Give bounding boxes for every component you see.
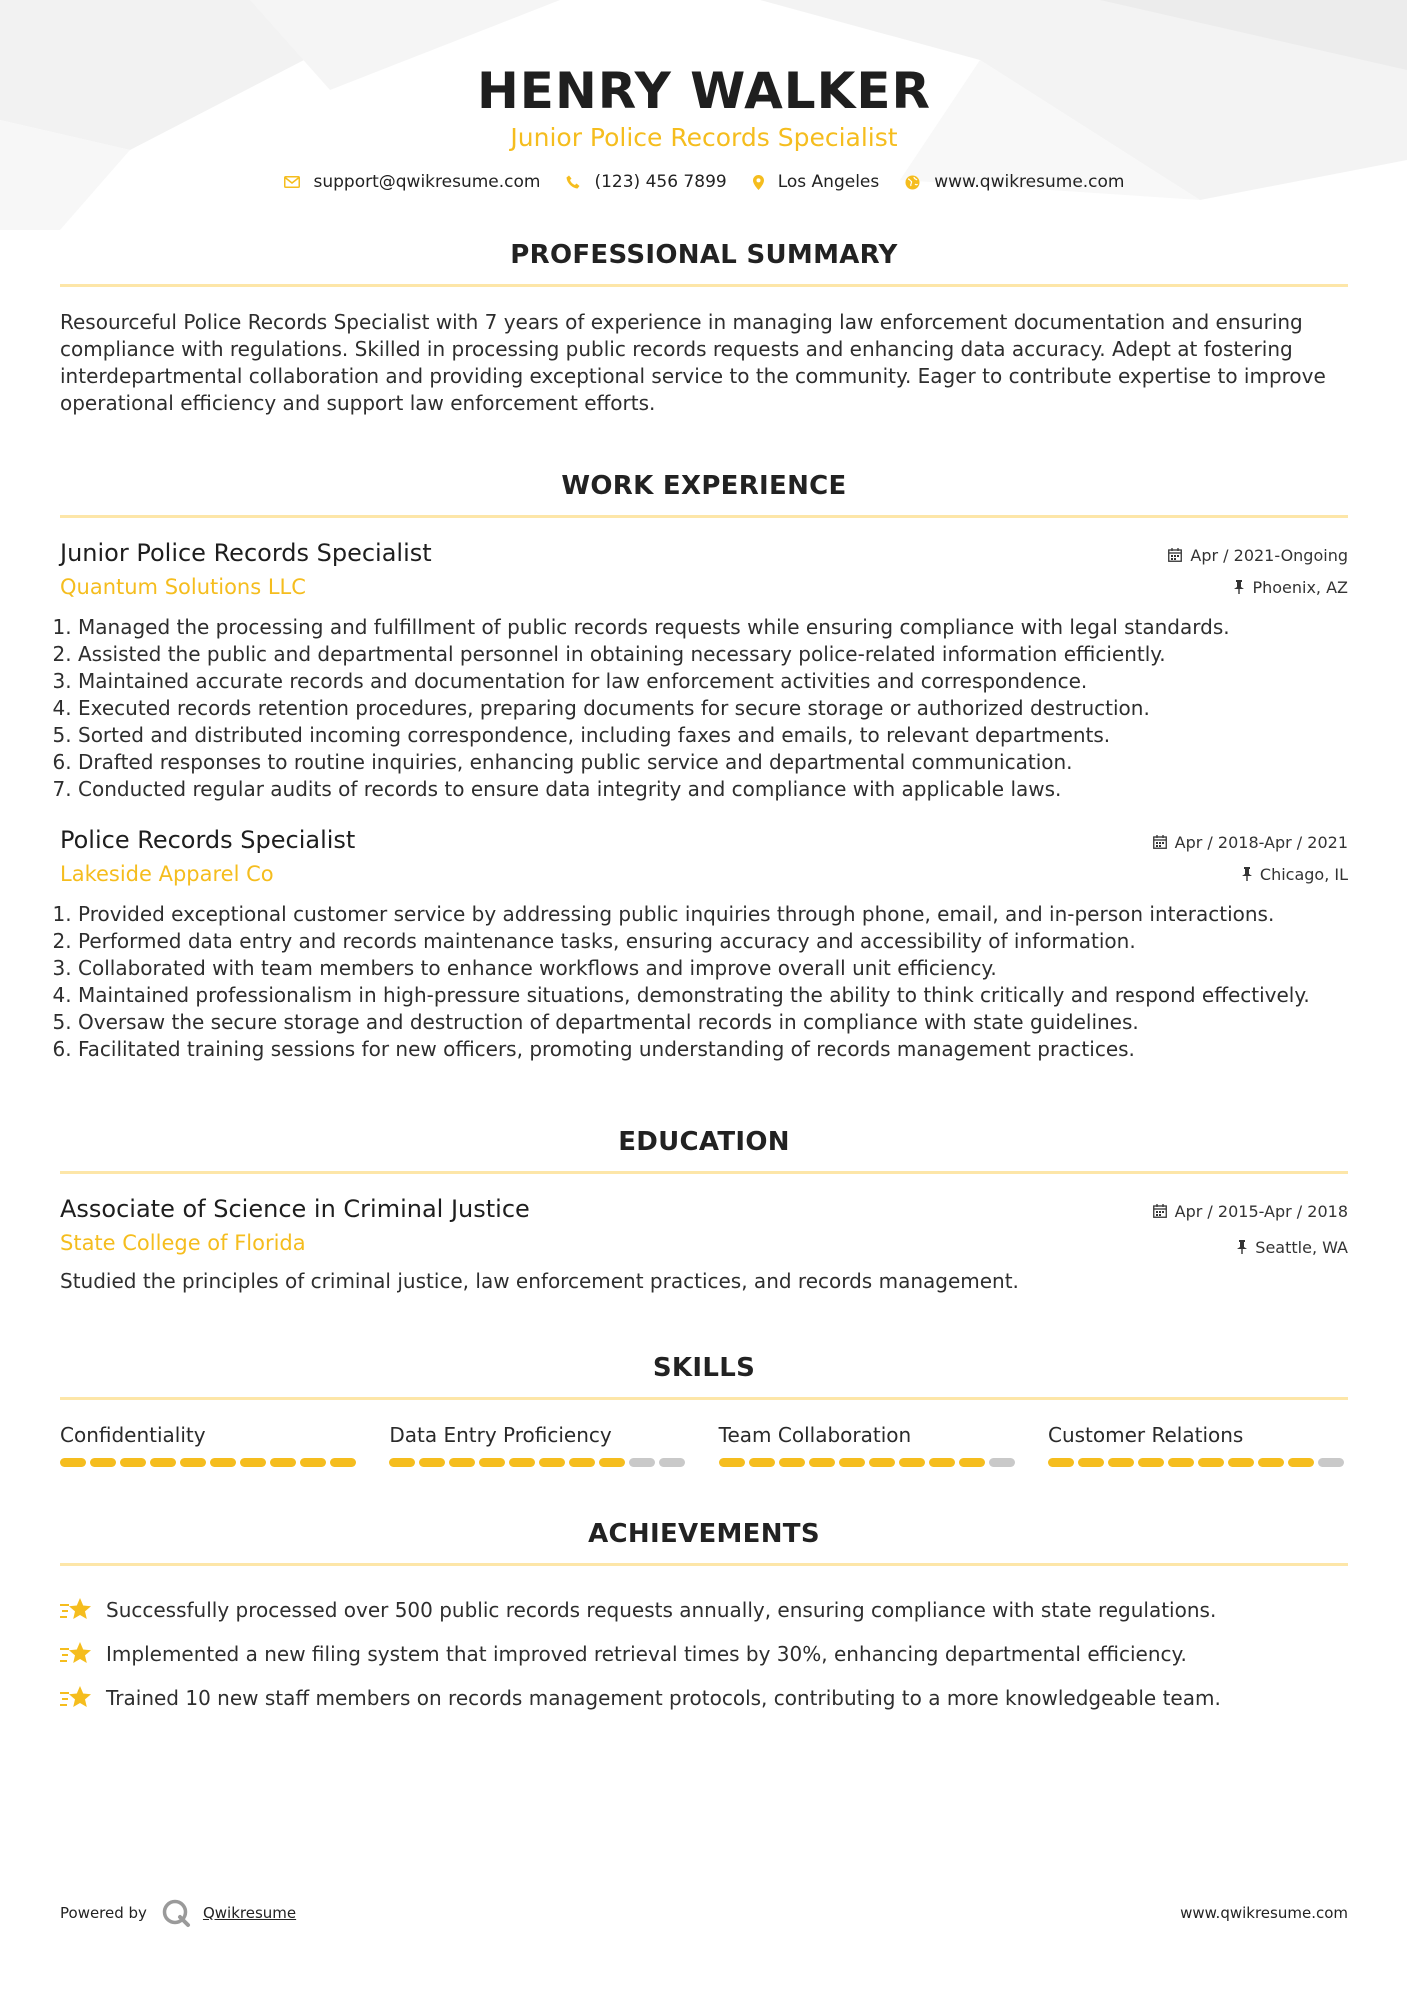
section-divider	[60, 1171, 1348, 1174]
skill-segment-filled	[599, 1458, 625, 1467]
skill-name: Confidentiality	[60, 1423, 206, 1447]
skill-level-bar	[60, 1458, 360, 1467]
skill-segment-filled	[899, 1458, 925, 1467]
skill-segment-filled	[959, 1458, 985, 1467]
skill-segment-filled	[1048, 1458, 1074, 1467]
pushpin-icon	[1242, 867, 1252, 881]
summary-heading: PROFESSIONAL SUMMARY	[510, 240, 898, 270]
qwikresume-logo-icon	[161, 1898, 191, 1928]
education-dates	[1153, 1200, 1348, 1222]
location-text: Los Angeles	[777, 172, 880, 192]
skill-segment-filled	[479, 1458, 505, 1467]
skills-list	[60, 1422, 1348, 1467]
education-section	[60, 1127, 1348, 1295]
skill-item	[389, 1422, 689, 1467]
job-entry	[60, 538, 1348, 803]
achievements-heading: ACHIEVEMENTS	[588, 1519, 820, 1549]
job-dates	[1153, 831, 1348, 853]
skill-segment-filled	[1228, 1458, 1254, 1467]
skill-segment-filled	[1078, 1458, 1104, 1467]
section-divider	[60, 284, 1348, 287]
list-item: 1. Managed the processing and fulfillment of public records requests while ensuring compliance with legal standards.	[78, 614, 1348, 641]
skill-name: Team Collaboration	[718, 1423, 912, 1447]
list-item: 7. Conducted regular audits of records to ensure data integrity and compliance with applicable laws.	[78, 776, 1348, 803]
job-dates	[1168, 544, 1348, 566]
section-divider	[60, 1563, 1348, 1566]
contact-website[interactable]	[905, 172, 1124, 192]
achievement-item	[60, 1632, 1348, 1676]
skill-name: Data Entry Proficiency	[389, 1423, 612, 1447]
list-item: 6. Facilitated training sessions for new officers, promoting understanding of records management practices.	[78, 1036, 1348, 1063]
skills-section	[60, 1353, 1348, 1467]
job-entry	[60, 825, 1348, 1063]
footer-website-link[interactable]: www.qwikresume.com	[1180, 1904, 1348, 1922]
skill-segment-empty	[1318, 1458, 1344, 1467]
skill-item	[60, 1422, 360, 1467]
skill-segment-empty	[989, 1458, 1015, 1467]
skill-segment-filled	[120, 1458, 146, 1467]
skill-segment-filled	[1288, 1458, 1314, 1467]
job-header	[60, 825, 1348, 887]
achievement-text: Implemented a new filing system that improved retrieval times by 30%, enhancing departmental efficiency.	[106, 1642, 1187, 1666]
skill-segment-filled	[300, 1458, 326, 1467]
skill-segment-filled	[180, 1458, 206, 1467]
education-header	[60, 1194, 1348, 1258]
skill-segment-filled	[1198, 1458, 1224, 1467]
candidate-name: HENRY WALKER	[476, 62, 932, 120]
job-dates-text: Apr / 2018-Apr / 2021	[1174, 832, 1348, 852]
education-dates-text: Apr / 2015-Apr / 2018	[1174, 1201, 1348, 1221]
skill-name: Customer Relations	[1047, 1423, 1244, 1447]
job-location	[1153, 863, 1348, 885]
contact-bar	[60, 172, 1348, 192]
skill-segment-filled	[779, 1458, 805, 1467]
email-text: support@qwikresume.com	[313, 172, 541, 192]
list-item: 1. Provided exceptional customer service by addressing public inquiries through phone, email, and in-person interactions.	[78, 901, 1348, 928]
powered-by-label: Powered by	[60, 1904, 147, 1922]
skill-segment-filled	[150, 1458, 176, 1467]
calendar-icon	[1153, 835, 1167, 849]
education-location	[1153, 1236, 1348, 1258]
page-footer	[60, 1898, 1348, 1928]
job-location-text: Phoenix, AZ	[1252, 577, 1348, 597]
skill-segment-filled	[869, 1458, 895, 1467]
education-heading: EDUCATION	[618, 1127, 790, 1157]
job-location	[1168, 576, 1348, 598]
degree-title: Associate of Science in Criminal Justice	[60, 1195, 530, 1223]
job-header	[60, 538, 1348, 600]
achievement-item	[60, 1588, 1348, 1632]
skills-heading: SKILLS	[652, 1353, 756, 1383]
shooting-star-icon	[60, 1684, 92, 1712]
company-name: Lakeside Apparel Co	[60, 862, 274, 886]
list-item: 5. Sorted and distributed incoming correspondence, including faxes and emails, to relevant departments.	[78, 722, 1348, 749]
job-dates-text: Apr / 2021-Ongoing	[1190, 545, 1348, 565]
skill-segment-filled	[1108, 1458, 1134, 1467]
contact-phone[interactable]	[566, 172, 726, 192]
list-item: 6. Drafted responses to routine inquiries, enhancing public service and departmental communication.	[78, 749, 1348, 776]
section-divider	[60, 1397, 1348, 1400]
envelope-icon	[284, 176, 300, 188]
skill-segment-filled	[210, 1458, 236, 1467]
resume-header	[60, 0, 1348, 192]
shooting-star-icon	[60, 1596, 92, 1624]
skill-segment-filled	[60, 1458, 86, 1467]
website-text: www.qwikresume.com	[934, 172, 1125, 192]
skill-item	[1048, 1422, 1348, 1467]
calendar-icon	[1153, 1204, 1167, 1218]
section-divider	[60, 515, 1348, 518]
contact-email[interactable]	[284, 172, 541, 192]
skill-segment-filled	[1258, 1458, 1284, 1467]
skill-level-bar	[1048, 1458, 1348, 1467]
skill-segment-empty	[659, 1458, 685, 1467]
list-item: 2. Performed data entry and records maintenance tasks, ensuring accuracy and accessibility of information.	[78, 928, 1348, 955]
summary-text: Resourceful Police Records Specialist with 7 years of experience in managing law enforcement documentation and ensuring compliance with regulations. Skilled in processing public records requests and enhancing data accuracy. Adept at fostering interdepartmental collaboration and providing exceptional service to the community. Eager to contribute expertise to improve operational efficiency and support law enforcement efforts.	[60, 310, 1326, 415]
pushpin-icon	[1237, 1240, 1247, 1254]
list-item: 3. Maintained accurate records and documentation for law enforcement activities and correspondence.	[78, 668, 1348, 695]
education-description: Studied the principles of criminal justice, law enforcement practices, and records management.	[60, 1269, 1019, 1293]
powered-by	[60, 1898, 296, 1928]
job-meta	[1168, 538, 1348, 598]
skill-level-bar	[719, 1458, 1019, 1467]
achievement-item	[60, 1676, 1348, 1720]
contact-location	[753, 172, 880, 192]
brand-link[interactable]: Qwikresume	[202, 1904, 297, 1922]
summary-section	[60, 240, 1348, 417]
skill-segment-filled	[539, 1458, 565, 1467]
list-item: 4. Executed records retention procedures, preparing documents for secure storage or authorized destruction.	[78, 695, 1348, 722]
job-meta	[1153, 825, 1348, 885]
skill-segment-filled	[809, 1458, 835, 1467]
skill-segment-filled	[929, 1458, 955, 1467]
skill-segment-filled	[749, 1458, 775, 1467]
map-pin-icon	[753, 175, 764, 190]
job-task-list	[60, 901, 1348, 1063]
list-item: 2. Assisted the public and departmental personnel in obtaining necessary police-related information efficiently.	[78, 641, 1348, 668]
achievement-text: Trained 10 new staff members on records management protocols, contributing to a more knowledgeable team.	[106, 1686, 1221, 1710]
achievements-list	[60, 1588, 1348, 1720]
skill-segment-filled	[569, 1458, 595, 1467]
calendar-icon	[1168, 548, 1182, 562]
skill-segment-filled	[509, 1458, 535, 1467]
pushpin-icon	[1234, 580, 1244, 594]
skill-segment-filled	[270, 1458, 296, 1467]
shooting-star-icon	[60, 1640, 92, 1668]
education-entry	[60, 1194, 1348, 1295]
job-title: Junior Police Records Specialist	[60, 539, 432, 567]
job-title: Police Records Specialist	[60, 826, 356, 854]
education-meta	[1153, 1194, 1348, 1258]
experience-heading: WORK EXPERIENCE	[561, 471, 847, 501]
education-location-text: Seattle, WA	[1255, 1237, 1348, 1257]
phone-text: (123) 456 7899	[594, 172, 727, 192]
resume-page	[60, 0, 1348, 1720]
experience-section	[60, 471, 1348, 1063]
job-task-list	[60, 614, 1348, 803]
company-name: Quantum Solutions LLC	[60, 575, 306, 599]
list-item: 4. Maintained professionalism in high-pressure situations, demonstrating the ability to think critically and respond effectively.	[78, 982, 1348, 1009]
achievements-section	[60, 1519, 1348, 1720]
globe-icon	[905, 175, 920, 190]
skill-segment-filled	[1168, 1458, 1194, 1467]
achievement-text: Successfully processed over 500 public records requests annually, ensuring compliance with state regulations.	[106, 1598, 1217, 1622]
skill-segment-filled	[330, 1458, 356, 1467]
job-location-text: Chicago, IL	[1259, 864, 1348, 884]
list-item: 5. Oversaw the secure storage and destruction of departmental records in compliance with state guidelines.	[78, 1009, 1348, 1036]
skill-segment-filled	[1138, 1458, 1164, 1467]
skill-segment-filled	[240, 1458, 266, 1467]
skill-segment-filled	[839, 1458, 865, 1467]
skill-segment-filled	[719, 1458, 745, 1467]
skill-item	[719, 1422, 1019, 1467]
phone-icon	[566, 175, 580, 189]
skill-level-bar	[389, 1458, 689, 1467]
skill-segment-empty	[629, 1458, 655, 1467]
list-item: 3. Collaborated with team members to enhance workflows and improve overall unit efficiency.	[78, 955, 1348, 982]
skill-segment-filled	[90, 1458, 116, 1467]
candidate-title: Junior Police Records Specialist	[510, 123, 898, 152]
skill-segment-filled	[449, 1458, 475, 1467]
school-name: State College of Florida	[60, 1231, 306, 1255]
skill-segment-filled	[419, 1458, 445, 1467]
skill-segment-filled	[389, 1458, 415, 1467]
